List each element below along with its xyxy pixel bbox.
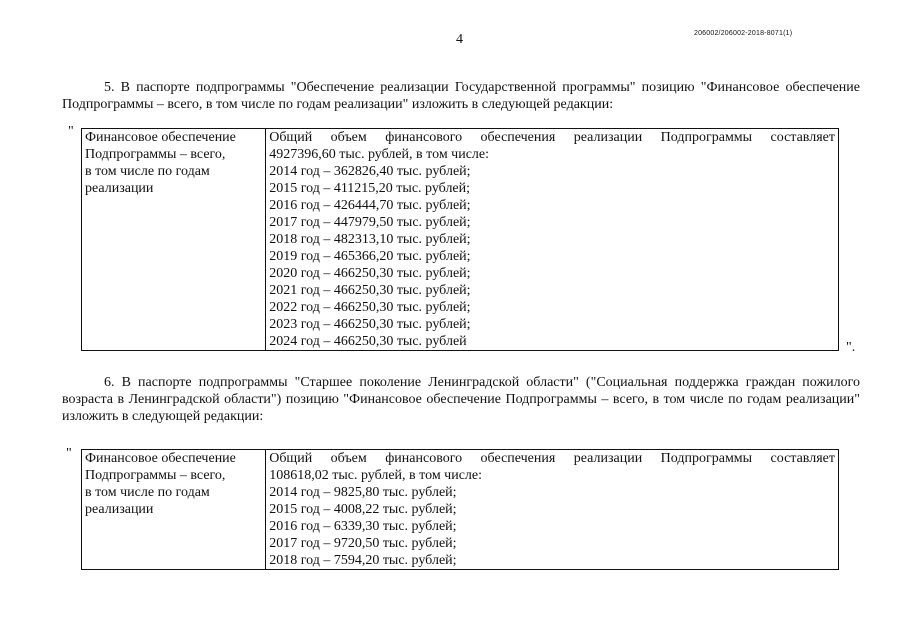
total-funding-line: Общий объем финансового обеспечения реализации Подпрограммы составляет: [269, 451, 835, 466]
section-5-paragraph: 5. В паспорте подпрограммы "Обеспечение реализации Государственной программы" позицию "Финансовое обеспечение Подпрограммы – всего, в том числе по годам реализации" изложить в следующей редакции:: [62, 80, 860, 112]
section-6-table-row: [82, 450, 839, 570]
label-line: Финансовое обеспечение: [85, 451, 236, 466]
year-line: 2023 год – 466250,30 тыс. рублей;: [269, 317, 471, 332]
page-number: 4: [456, 32, 463, 47]
label-line: в том числе по годам: [85, 164, 210, 179]
section-6-content-cell: [266, 450, 839, 570]
section-6-label-cell: [82, 450, 266, 570]
section-6-open-quote: ": [66, 446, 72, 461]
year-line: 2021 год – 466250,30 тыс. рублей;: [269, 283, 471, 298]
total-funding-line: Общий объем финансового обеспечения реализации Подпрограммы составляет: [269, 130, 835, 145]
section-5-table-row: [82, 129, 839, 351]
year-line: 2018 год – 482313,10 тыс. рублей;: [269, 232, 471, 247]
year-line: 2015 год – 4008,22 тыс. рублей;: [269, 502, 457, 517]
year-line: 2019 год – 465366,20 тыс. рублей;: [269, 249, 471, 264]
section-5-content-cell: [266, 129, 839, 351]
section-5-table: [81, 128, 839, 351]
label-line: Финансовое обеспечение: [85, 130, 236, 145]
total-funding-value: 4927396,60 тыс. рублей, в том числе:: [269, 147, 490, 162]
document-code: 206002/206002-2018-8071(1): [694, 30, 793, 37]
label-line: реализации: [85, 502, 154, 517]
year-line: 2016 год – 6339,30 тыс. рублей;: [269, 519, 457, 534]
year-line: 2018 год – 7594,20 тыс. рублей;: [269, 553, 457, 568]
label-line: реализации: [85, 181, 154, 196]
year-line: 2017 год – 9720,50 тыс. рублей;: [269, 536, 457, 551]
section-6-table: [81, 449, 839, 570]
year-line: 2022 год – 466250,30 тыс. рублей;: [269, 300, 471, 315]
year-line: 2016 год – 426444,70 тыс. рублей;: [269, 198, 471, 213]
label-line: в том числе по годам: [85, 485, 210, 500]
total-funding-value: 108618,02 тыс. рублей, в том числе:: [269, 468, 483, 483]
section-5-close-quote: ".: [846, 340, 856, 355]
section-6-paragraph: 6. В паспорте подпрограммы "Старшее поколение Ленинградской области" ("Социальная поддержка граждан пожилого возраста в Ленинградской области") позицию "Финансовое обеспечение Подпрограммы – всего, в том числе по годам реализации" изложить в следующей редакции:: [62, 375, 860, 424]
label-line: Подпрограммы – всего,: [85, 468, 226, 483]
year-line: 2020 год – 466250,30 тыс. рублей;: [269, 266, 471, 281]
year-line: 2014 год – 362826,40 тыс. рублей;: [269, 164, 471, 179]
year-line: 2014 год – 9825,80 тыс. рублей;: [269, 485, 457, 500]
section-5-label-cell: [82, 129, 266, 351]
label-line: Подпрограммы – всего,: [85, 147, 226, 162]
year-line: 2015 год – 411215,20 тыс. рублей;: [269, 181, 471, 196]
year-line: 2024 год – 466250,30 тыс. рублей: [269, 334, 467, 349]
section-5-open-quote: ": [68, 124, 74, 139]
year-line: 2017 год – 447979,50 тыс. рублей;: [269, 215, 471, 230]
